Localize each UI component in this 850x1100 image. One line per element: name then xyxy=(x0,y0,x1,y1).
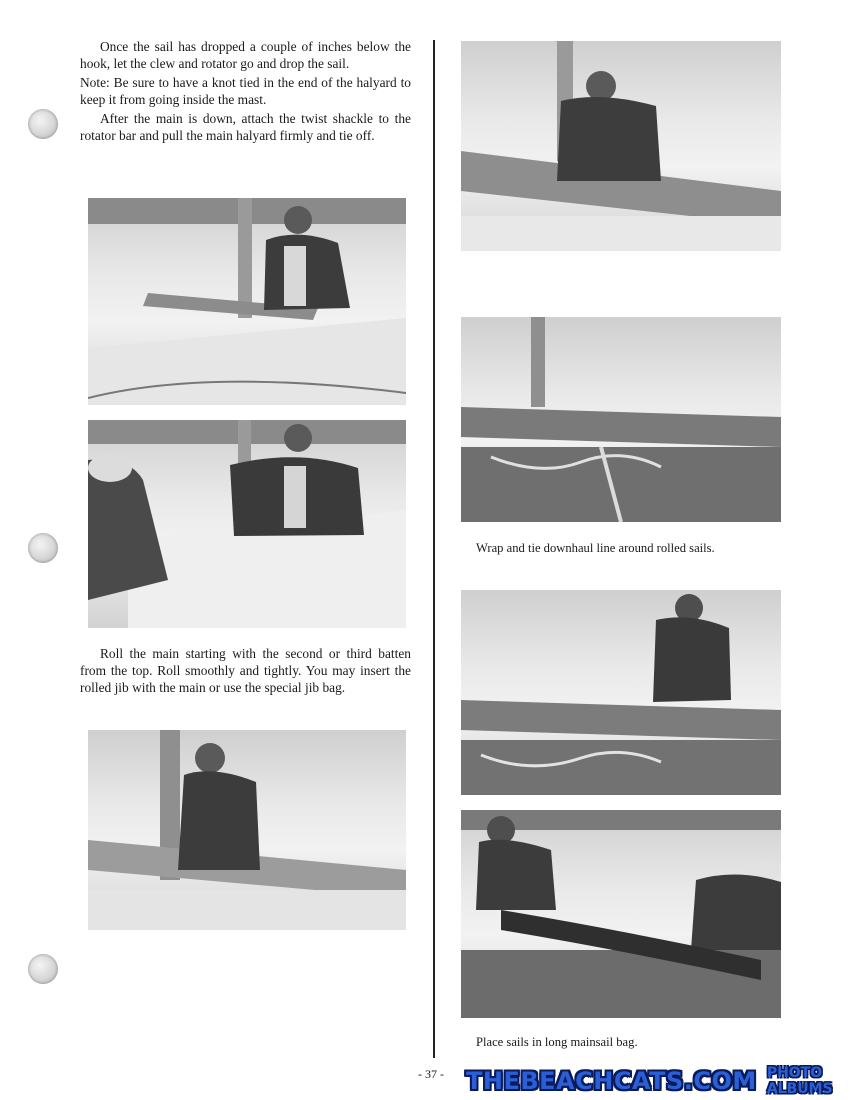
page-number: - 37 - xyxy=(418,1067,444,1081)
photo-rolled-sails-on-trampoline xyxy=(461,317,781,522)
paragraph-note: Note: Be sure to have a knot tied in the end of the halyard to keep it from going inside the mast. xyxy=(80,75,411,107)
paragraph-roll-main: Roll the main starting with the second or third batten from the top. Roll smoothly and tightly. You may insert the rolled jib with the main or use the special jib bag. xyxy=(80,646,411,695)
logo-text: THEBEACHCATS.COM xyxy=(466,1067,757,1095)
paragraph-drop-sail: Once the sail has dropped a couple of inches below the hook, let the clew and rotator go and drop the sail. xyxy=(80,39,411,71)
caption-wrap-tie: Wrap and tie downhaul line around rolled sails. xyxy=(476,541,715,555)
photo-two-sailors-bagging-sails xyxy=(461,810,781,1018)
paragraph-attach-shackle: After the main is down, attach the twist shackle to the rotator bar and pull the main halyard firmly and tie off. xyxy=(80,111,411,143)
photo-sailor-tying-downhaul xyxy=(461,590,781,795)
binder-hole-middle xyxy=(28,533,58,563)
instructions-roll-main xyxy=(80,645,411,698)
column-divider xyxy=(433,40,435,1058)
binder-hole-top xyxy=(28,109,58,139)
binder-hole-bottom xyxy=(28,954,58,984)
photo-sailor-lowering-main xyxy=(88,198,406,405)
instructions-top xyxy=(80,38,411,146)
beachcats-logo xyxy=(466,1066,850,1096)
photo-sailor-kneeling-with-rolled-sail xyxy=(461,41,781,251)
logo-sub-text: PHOTO ALBUMS xyxy=(766,1065,833,1097)
photo-two-sailors-rolling-main xyxy=(88,420,406,628)
caption-place-sails: Place sails in long mainsail bag. xyxy=(476,1035,638,1049)
photo-sailor-rolling-sail-on-deck xyxy=(88,730,406,930)
